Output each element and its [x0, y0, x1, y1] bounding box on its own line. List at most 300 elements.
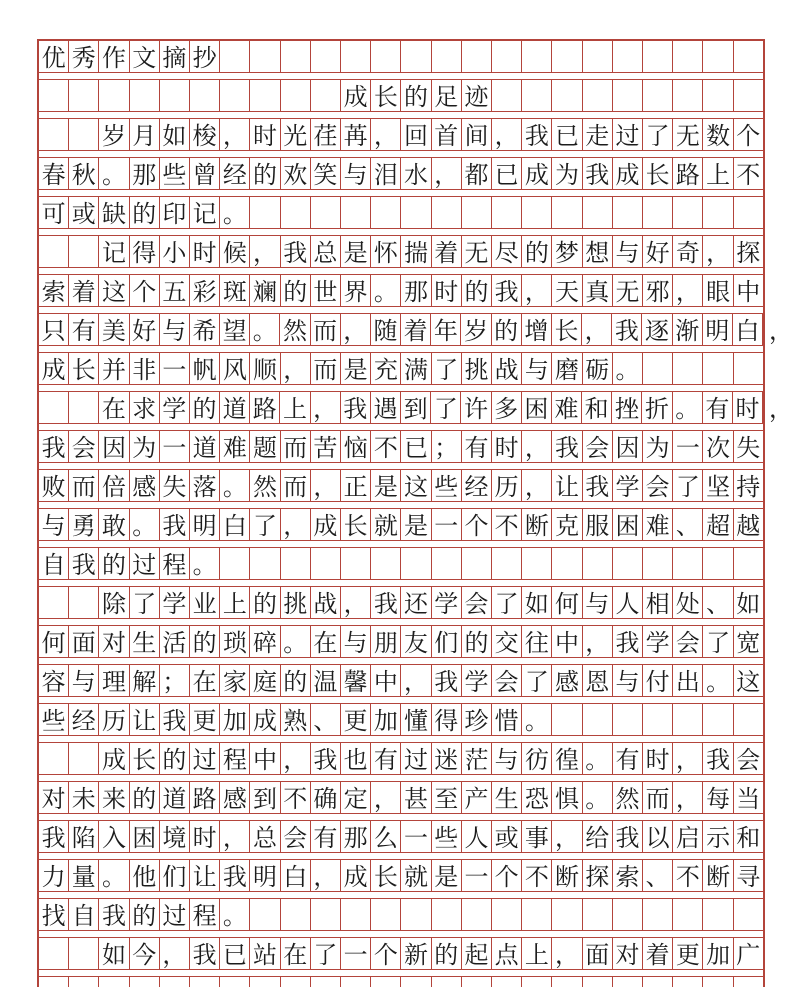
grid-cell — [250, 41, 280, 72]
essay-character: 挑 — [281, 587, 311, 618]
grid-cell — [613, 197, 643, 228]
grid-cell — [371, 899, 401, 930]
essay-character: 给 — [583, 821, 613, 852]
essay-character: 会 — [492, 665, 522, 696]
essay-character: 学 — [643, 626, 673, 657]
essay-character: 失 — [160, 470, 190, 501]
grid-cell — [583, 704, 613, 735]
essay-character: 与 — [160, 314, 190, 345]
essay-character: 我 — [69, 548, 99, 579]
essay-character: 而 — [281, 431, 311, 462]
grid-cell — [492, 80, 522, 111]
essay-character: 了 — [311, 938, 341, 969]
essay-character: 顺 — [250, 353, 280, 384]
essay-character: 了 — [432, 353, 462, 384]
essay-character: 我 — [583, 158, 613, 189]
essay-character: 们 — [160, 860, 190, 891]
essay-character: 一 — [673, 431, 703, 462]
essay-character: ， — [492, 119, 522, 150]
essay-character: 长 — [69, 353, 99, 384]
essay-character: 我 — [311, 743, 341, 774]
essay-character: 宽 — [736, 628, 761, 657]
grid-cell — [281, 197, 311, 228]
essay-character: 一 — [160, 431, 190, 462]
grid-cell — [341, 548, 371, 579]
grid-cell — [311, 80, 341, 111]
grid-cell — [522, 977, 552, 987]
essay-character: 甚 — [401, 782, 431, 813]
grid-cell — [311, 548, 341, 579]
essay-character: 然 — [250, 470, 280, 501]
essay-character: 想 — [583, 236, 613, 267]
essay-character: 中 — [371, 665, 401, 696]
essay-character: 会 — [736, 745, 761, 774]
essay-character: ； — [160, 665, 190, 696]
essay-character: 和 — [582, 392, 612, 423]
essay-character: 只 — [39, 314, 69, 345]
essay-character: 水 — [401, 158, 431, 189]
essay-character: 长 — [130, 743, 160, 774]
essay-character: 他 — [130, 860, 160, 891]
essay-character: 个 — [492, 860, 522, 891]
essay-character: 次 — [703, 431, 733, 462]
essay-character: 历 — [492, 470, 522, 501]
grid-cell — [220, 41, 250, 72]
grid-cell — [99, 80, 129, 111]
essay-character: 怀 — [371, 236, 401, 267]
grid-cell — [69, 743, 99, 774]
essay-character: 欢 — [281, 158, 311, 189]
essay-character: 我 — [160, 509, 190, 540]
essay-character: 克 — [552, 509, 582, 540]
essay-character: 的 — [250, 158, 280, 189]
essay-line — [39, 430, 763, 463]
essay-character: 五 — [160, 275, 190, 306]
essay-character: 对 — [39, 782, 69, 813]
grid-cell — [69, 977, 99, 987]
essay-character: 希 — [190, 314, 220, 345]
essay-character: 学 — [613, 470, 643, 501]
grid-cell — [432, 41, 462, 72]
essay-character: 望 — [220, 314, 250, 345]
essay-character: 的 — [281, 275, 311, 306]
essay-character: 量 — [69, 860, 99, 891]
essay-character: 我 — [220, 860, 250, 891]
essay-character: 如 — [736, 589, 761, 618]
essay-character: 上 — [522, 938, 552, 969]
grid-cell — [734, 977, 763, 987]
essay-character: 而 — [311, 353, 341, 384]
grid-cell — [613, 977, 643, 987]
grid-cell — [734, 548, 763, 579]
essay-character: 还 — [401, 587, 431, 618]
essay-character: 或 — [69, 197, 99, 228]
essay-character: 时 — [190, 236, 220, 267]
essay-character: 不 — [492, 509, 522, 540]
essay-character: 产 — [462, 782, 492, 813]
essay-character: 尽 — [492, 236, 522, 267]
essay-character: 总 — [250, 821, 280, 852]
essay-character: 相 — [643, 587, 673, 618]
essay-character: 渐 — [673, 314, 703, 345]
essay-character: 不 — [281, 782, 311, 813]
grid-cell — [69, 587, 99, 618]
essay-character: 、 — [673, 509, 703, 540]
essay-character: 有 — [69, 314, 99, 345]
essay-character: 们 — [432, 626, 462, 657]
essay-character: 会 — [583, 431, 613, 462]
essay-character: 。 — [220, 197, 250, 228]
essay-character: 题 — [250, 431, 280, 462]
grid-cell — [734, 704, 763, 735]
essay-character: 道 — [190, 431, 220, 462]
essay-character: 我 — [552, 431, 582, 462]
essay-character: 了 — [703, 626, 733, 657]
essay-character: 奇 — [673, 236, 703, 267]
essay-character: 索 — [39, 275, 69, 306]
essay-character: 加 — [703, 938, 733, 969]
essay-character: 了 — [492, 587, 522, 618]
essay-character: 无 — [613, 275, 643, 306]
essay-character: 因 — [613, 431, 643, 462]
grid-cell — [552, 899, 582, 930]
essay-character: 就 — [401, 860, 431, 891]
grid-cell — [250, 548, 280, 579]
essay-line — [39, 742, 763, 775]
title-row — [39, 79, 763, 112]
grid-cell — [673, 899, 703, 930]
grid-cell — [703, 899, 733, 930]
essay-character: 长 — [552, 314, 582, 345]
essay-character: 交 — [492, 626, 522, 657]
essay-character: 过 — [130, 548, 160, 579]
grid-cell — [462, 977, 492, 987]
essay-character: 首 — [432, 119, 462, 150]
essay-character: 的 — [99, 548, 129, 579]
essay-character: 岁 — [99, 119, 129, 150]
essay-character: 坚 — [703, 470, 733, 501]
essay-character: 与 — [69, 665, 99, 696]
essay-character: 启 — [673, 821, 703, 852]
essay-character: 明 — [250, 860, 280, 891]
grid-cell — [281, 80, 311, 111]
essay-character: 对 — [613, 938, 643, 969]
essay-character: 数 — [703, 119, 733, 150]
essay-character: 无 — [673, 119, 703, 150]
essay-character: 已 — [552, 119, 582, 150]
essay-character: 我 — [371, 587, 401, 618]
essay-character: 充 — [371, 353, 401, 384]
essay-character: 为 — [643, 431, 673, 462]
grid-cell — [492, 41, 522, 72]
essay-character: 与 — [39, 509, 69, 540]
essay-character: 那 — [341, 821, 371, 852]
essay-character: 时 — [432, 275, 462, 306]
grid-cell — [39, 977, 69, 987]
essay-character: 敢 — [99, 509, 129, 540]
essay-character: 总 — [311, 236, 341, 267]
essay-character: 力 — [39, 860, 69, 891]
essay-character: 候 — [220, 236, 250, 267]
essay-character: 满 — [401, 353, 431, 384]
essay-character: 与 — [492, 743, 522, 774]
essay-character: 除 — [99, 587, 129, 618]
grid-cell — [643, 197, 673, 228]
essay-character: 恐 — [522, 782, 552, 813]
grid-cell — [371, 41, 401, 72]
grid-cell — [69, 119, 99, 150]
essay-character: 就 — [371, 509, 401, 540]
essay-character: 败 — [39, 470, 69, 501]
grid-cell — [492, 899, 522, 930]
essay-character: 增 — [522, 314, 552, 345]
grid-cell — [613, 899, 643, 930]
essay-character: 的 — [190, 392, 220, 423]
essay-character: 每 — [703, 782, 733, 813]
essay-character: 一 — [160, 353, 190, 384]
grid-cell — [673, 80, 703, 111]
grid-cell — [522, 548, 552, 579]
grid-cell — [432, 197, 462, 228]
grid-cell — [69, 938, 99, 969]
essay-character: 会 — [462, 587, 492, 618]
essay-character: 会 — [643, 470, 673, 501]
essay-character: 理 — [99, 665, 129, 696]
essay-character: 更 — [673, 938, 703, 969]
header-character: 作 — [99, 41, 129, 72]
essay-character: 成 — [613, 158, 643, 189]
grid-cell — [583, 41, 613, 72]
essay-character: 白 — [281, 860, 311, 891]
essay-character: 有 — [311, 821, 341, 852]
essay-character: ， — [220, 821, 250, 852]
essay-character: 成 — [250, 704, 280, 735]
essay-character: 与 — [341, 158, 371, 189]
essay-character: 困 — [613, 509, 643, 540]
essay-line — [39, 898, 763, 931]
essay-character: 经 — [220, 158, 250, 189]
essay-character: 么 — [371, 821, 401, 852]
essay-character: 感 — [130, 470, 160, 501]
essay-character: 广 — [736, 940, 761, 969]
essay-character: 随 — [371, 314, 401, 345]
essay-character: 加 — [371, 704, 401, 735]
grid-cell — [703, 704, 733, 735]
essay-character: 琐 — [220, 626, 250, 657]
essay-character: 家 — [220, 665, 250, 696]
essay-character: 加 — [220, 704, 250, 735]
essay-character: 小 — [160, 236, 190, 267]
essay-character: 然 — [280, 314, 310, 345]
essay-character: 成 — [99, 743, 129, 774]
essay-character: 间 — [462, 119, 492, 150]
essay-character: 一 — [432, 509, 462, 540]
grid-cell — [39, 587, 69, 618]
essay-character: 岁 — [461, 314, 491, 345]
essay-character: 迷 — [432, 743, 462, 774]
essay-character: 在 — [281, 938, 311, 969]
grid-cell — [281, 977, 311, 987]
grid-cell — [522, 41, 552, 72]
essay-character: ， — [432, 158, 462, 189]
grid-cell — [462, 41, 492, 72]
grid-cell — [703, 41, 733, 72]
grid-cell — [341, 197, 371, 228]
essay-character: ， — [311, 860, 341, 891]
essay-character: 那 — [130, 158, 160, 189]
essay-character: 困 — [130, 821, 160, 852]
grid-cell — [371, 548, 401, 579]
essay-character: 或 — [492, 821, 522, 852]
grid-cell — [401, 548, 431, 579]
grid-cell — [281, 899, 311, 930]
essay-character: 可 — [39, 197, 69, 228]
essay-character: 失 — [736, 433, 761, 462]
essay-character: 入 — [99, 821, 129, 852]
grid-cell — [341, 899, 371, 930]
essay-character: 。 — [371, 275, 401, 306]
essay-character: 学 — [432, 587, 462, 618]
essay-character: 上 — [280, 392, 310, 423]
grid-cell — [552, 41, 582, 72]
essay-character: 。 — [583, 743, 613, 774]
grid-cell — [220, 548, 250, 579]
essay-character: 探 — [583, 860, 613, 891]
essay-character: 战 — [311, 587, 341, 618]
essay-character: 苒 — [341, 119, 371, 150]
grid-cell — [160, 977, 190, 987]
essay-character: 的 — [250, 587, 280, 618]
essay-character: 梦 — [552, 236, 582, 267]
essay-character: 的 — [130, 782, 160, 813]
essay-character: 断 — [552, 860, 582, 891]
essay-character: 斓 — [250, 275, 280, 306]
essay-character: 断 — [522, 509, 552, 540]
essay-line — [39, 508, 763, 541]
grid-cell — [341, 977, 371, 987]
title-character: 的 — [401, 80, 431, 111]
essay-character: 难 — [643, 509, 673, 540]
blank-row — [39, 976, 763, 987]
essay-character: 也 — [341, 743, 371, 774]
essay-character: 天 — [552, 275, 582, 306]
essay-character: 庭 — [250, 665, 280, 696]
essay-character: 往 — [522, 626, 552, 657]
grid-cell — [69, 236, 99, 267]
essay-character: ， — [673, 743, 703, 774]
grid-cell — [250, 80, 280, 111]
grid-cell — [371, 977, 401, 987]
essay-line — [39, 781, 763, 814]
essay-character: 着 — [432, 236, 462, 267]
essay-character: 成 — [39, 353, 69, 384]
essay-character: 秋 — [69, 158, 99, 189]
essay-line — [39, 664, 763, 697]
essay-line — [39, 391, 793, 424]
grid-cell — [190, 977, 220, 987]
essay-character: 过 — [190, 743, 220, 774]
essay-character: 恼 — [341, 431, 371, 462]
grid-cell — [673, 977, 703, 987]
essay-character: 这 — [401, 470, 431, 501]
grid-cell — [552, 704, 582, 735]
grid-cell — [643, 80, 673, 111]
essay-character: 面 — [583, 938, 613, 969]
essay-character: 记 — [190, 197, 220, 228]
essay-character: 折 — [642, 392, 672, 423]
essay-character: 明 — [190, 509, 220, 540]
essay-character: 春 — [39, 158, 69, 189]
essay-character: 。 — [99, 860, 129, 891]
essay-character: ， — [673, 782, 703, 813]
essay-character: 超 — [703, 509, 733, 540]
essay-character: 世 — [311, 275, 341, 306]
essay-line — [39, 586, 763, 619]
grid-cell — [99, 977, 129, 987]
grid-cell — [522, 197, 552, 228]
essay-character: 历 — [99, 704, 129, 735]
essay-character: 白 — [733, 314, 763, 345]
essay-character: 恩 — [583, 665, 613, 696]
grid-cell — [462, 899, 492, 930]
essay-character: 让 — [190, 860, 220, 891]
essay-character: 时 — [733, 392, 763, 423]
essay-character: 美 — [99, 314, 129, 345]
essay-character: 不 — [736, 160, 761, 189]
essay-character: 我 — [39, 821, 69, 852]
essay-character: ， — [583, 626, 613, 657]
essay-character: 如 — [522, 587, 552, 618]
grid-cell — [673, 353, 703, 384]
grid-cell — [613, 80, 643, 111]
essay-character: 熟 — [281, 704, 311, 735]
essay-character: 曾 — [190, 158, 220, 189]
grid-cell — [583, 548, 613, 579]
essay-character: 白 — [220, 509, 250, 540]
essay-character: 不 — [522, 860, 552, 891]
essay-character: 的 — [160, 743, 190, 774]
essay-character: 未 — [69, 782, 99, 813]
essay-character: 多 — [492, 392, 522, 423]
essay-character: 然 — [613, 782, 643, 813]
essay-character: 、 — [311, 704, 341, 735]
essay-character: ， — [160, 938, 190, 969]
essay-character: 路 — [673, 158, 703, 189]
grid-cell — [130, 80, 160, 111]
essay-character: 了 — [522, 665, 552, 696]
essay-character: 。 — [250, 314, 280, 345]
essay-character: 落 — [190, 470, 220, 501]
essay-character: 、 — [643, 860, 673, 891]
essay-character: 月 — [130, 119, 160, 150]
essay-character: 温 — [311, 665, 341, 696]
essay-character: 印 — [160, 197, 190, 228]
essay-character: 个 — [736, 121, 761, 150]
essay-character: 是 — [371, 470, 401, 501]
essay-character: 惜 — [492, 704, 522, 735]
grid-cell — [160, 80, 190, 111]
essay-character: 。 — [130, 509, 160, 540]
essay-character: 真 — [583, 275, 613, 306]
essay-character: 些 — [432, 470, 462, 501]
essay-character: 。 — [190, 548, 220, 579]
essay-character: 有 — [462, 431, 492, 462]
essay-character: 与 — [613, 665, 643, 696]
essay-character: 确 — [311, 782, 341, 813]
essay-character: 已 — [492, 158, 522, 189]
essay-character: 为 — [130, 431, 160, 462]
essay-character: 与 — [583, 587, 613, 618]
